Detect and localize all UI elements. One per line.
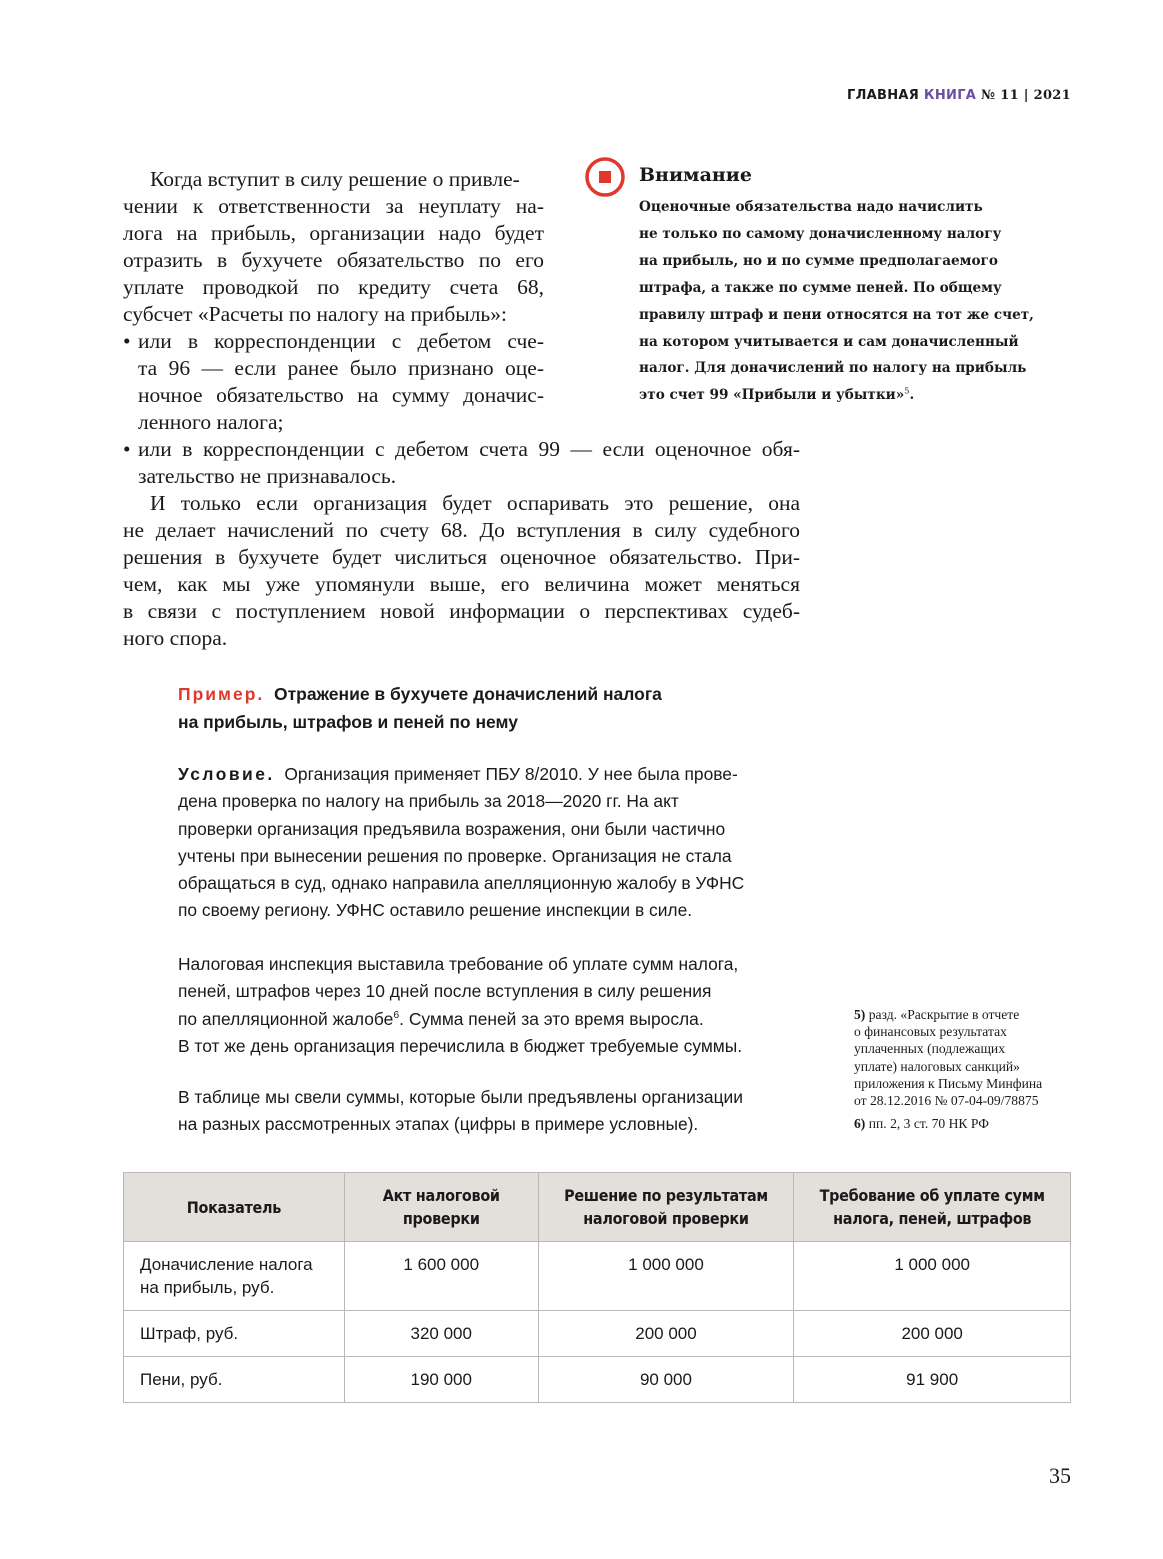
footnote-number: 5) [854,1007,866,1022]
row-label: Штраф, руб. [124,1311,345,1357]
footnotes [854,1006,1084,1138]
text-line: чем, как мы уже упомянули выше, его величина может меняться [123,572,800,596]
stop-circle-icon [584,156,626,198]
text-line: та 96 — если ранее было признано оце- [138,356,544,380]
condition-line: проверки организация предъявила возражения, они были частично [178,818,726,839]
text-line: Когда вступит в силу решение о привле- [150,167,520,191]
bullet-icon: • [123,437,131,461]
table-row [124,1242,1071,1311]
condition-label: Условие. [178,764,275,784]
cell-value: 200 000 [794,1311,1071,1357]
example-paragraph-2 [178,951,742,1060]
running-header [847,88,1071,103]
text-line: субсчет «Расчеты по налогу на прибыль»: [123,302,507,326]
cell-value: 91 900 [794,1357,1071,1403]
attention-body [639,194,1079,409]
example-title-line2: на прибыль, штрафов и пеней по нему [178,712,518,732]
condition-line: дена проверка по налогу на прибыль за 2018—2020 гг. На акт [178,791,679,812]
bullet-icon: • [123,329,131,353]
attention-end-punct: . [909,387,915,404]
text-line: уплате проводкой по кредиту счета 68, [123,275,544,299]
paragraph-line-text: по апелляционной жалобе [178,1008,394,1029]
example-label: Пример. [178,684,265,704]
table-row [124,1357,1071,1403]
paragraph-line: на разных рассмотренных этапах (цифры в примере условные). [178,1114,699,1135]
footnote-ref-6[interactable]: 6 [393,1009,400,1021]
attention-line-last [639,382,1079,409]
footnote-line: от 28.12.2016 № 07-04-09/78875 [854,1093,1039,1109]
attention-line: штрафа, а также по сумме пеней. По общему [639,279,1002,296]
example-condition [178,761,744,925]
paragraph-line-text: . Сумма пеней за это время выросла. [399,1008,704,1029]
cell-value: 320 000 [344,1311,538,1357]
attention-line: на прибыль, но и по сумме предполагаемого [639,252,998,269]
text-line: зательство не признавалось. [138,464,397,488]
text-line: отразить в бухучете обязательство по его [123,248,544,272]
cell-value: 1 600 000 [344,1242,538,1311]
amounts-table [123,1172,1071,1403]
footnote-line: уплате) налоговых санкций» [854,1058,1020,1074]
text-line: в связи с поступлением новой информации о перспективах судеб- [123,599,800,623]
paragraph-line [178,1006,742,1033]
cell-value: 200 000 [538,1311,794,1357]
page-number: 35 [1049,1463,1071,1488]
cell-value: 1 000 000 [794,1242,1071,1311]
paragraph-line: пеней, штрафов через 10 дней после вступления в силу решения [178,981,712,1002]
text-line: ного спора. [123,626,228,650]
attention-line: не только по самому доначисленному налогу [639,225,1002,242]
footnote-line: разд. «Раскрытие в отчете [868,1007,1020,1022]
attention-line: правилу штраф и пени относятся на тот же счет, [639,306,1034,323]
condition-line: Организация применяет ПБУ 8/2010. У нее была прове- [284,764,738,784]
table-header-row [124,1173,1071,1242]
text-line: решения в бухучете будет числиться оценочное обязательство. При- [123,545,800,569]
row-label: Доначисление налога на прибыль, руб. [124,1242,345,1311]
column-header-audit-act: Акт налоговой проверки [344,1173,538,1242]
cell-value: 1 000 000 [538,1242,794,1311]
condition-line: учтены при вынесении решения по проверке. Организация не стала [178,845,732,866]
text-line: или в корреспонденции с дебетом сче- [138,329,544,353]
footnote-line: пп. 2, 3 ст. 70 НК РФ [868,1116,989,1132]
attention-line: на котором учитывается и сам доначисленный [639,333,1019,350]
table-row [124,1311,1071,1357]
footnote-line: уплаченных (подлежащих [854,1041,1005,1057]
attention-line-text: это счет 99 «Прибыли и убытки» [639,387,905,404]
issue-number: № 11 | 2021 [980,88,1071,103]
text-line: лога на прибыль, организации надо будет [123,221,544,245]
condition-line: по своему региону. УФНС оставило решение инспекции в силе. [178,900,693,921]
attention-line: налог. Для доначислений по налогу на прибыль [639,360,1027,377]
footnote-5 [854,1006,1084,1109]
footnote-ref-5[interactable]: 5 [904,385,910,396]
column-header-payment-demand: Требование об уплате сумм налога, пеней, штрафов [794,1173,1071,1242]
text-line: чении к ответственности за неуплату на- [123,194,544,218]
footnote-number: 6) [854,1116,866,1132]
row-label: Пени, руб. [124,1357,345,1403]
example-paragraph-3 [178,1084,743,1139]
example-title-line1: Отражение в бухучете доначислений налога [274,684,662,704]
footnote-line: приложения к Письму Минфина [854,1075,1043,1091]
text-line: И только если организация будет оспаривать это решение, она [150,491,800,515]
example-heading [178,680,662,736]
attention-title: Внимание [639,164,752,186]
cell-value: 190 000 [344,1357,538,1403]
column-header-indicator: Показатель [124,1173,345,1242]
text-line: ночное обязательство на сумму доначис- [138,383,544,407]
footnote-6 [854,1115,1084,1132]
condition-line: обращаться в суд, однако направила апелляционную жалобу в УФНС [178,873,745,894]
text-line: не делает начислений по счету 68. До вступления в силу судебного [123,518,800,542]
paragraph-line: В тот же день организация перечислила в бюджет требуемые суммы. [178,1035,743,1056]
text-line: ленного налога; [138,410,284,434]
footnote-line: о финансовых результатах [854,1024,1007,1040]
paragraph-line: Налоговая инспекция выставила требование об уплате сумм налога, [178,954,739,974]
magazine-brand-part1: ГЛАВНАЯ [846,88,920,103]
magazine-brand-part2: КНИГА [923,88,977,103]
text-line: или в корреспонденции с дебетом счета 99 — если оценочное обя- [138,437,800,461]
column-header-decision: Решение по результатам налоговой проверки [538,1173,794,1242]
paragraph-line: В таблице мы свели суммы, которые были предъявлены организации [178,1087,743,1107]
cell-value: 90 000 [538,1357,794,1403]
attention-line: Оценочные обязательства надо начислить [639,199,983,215]
